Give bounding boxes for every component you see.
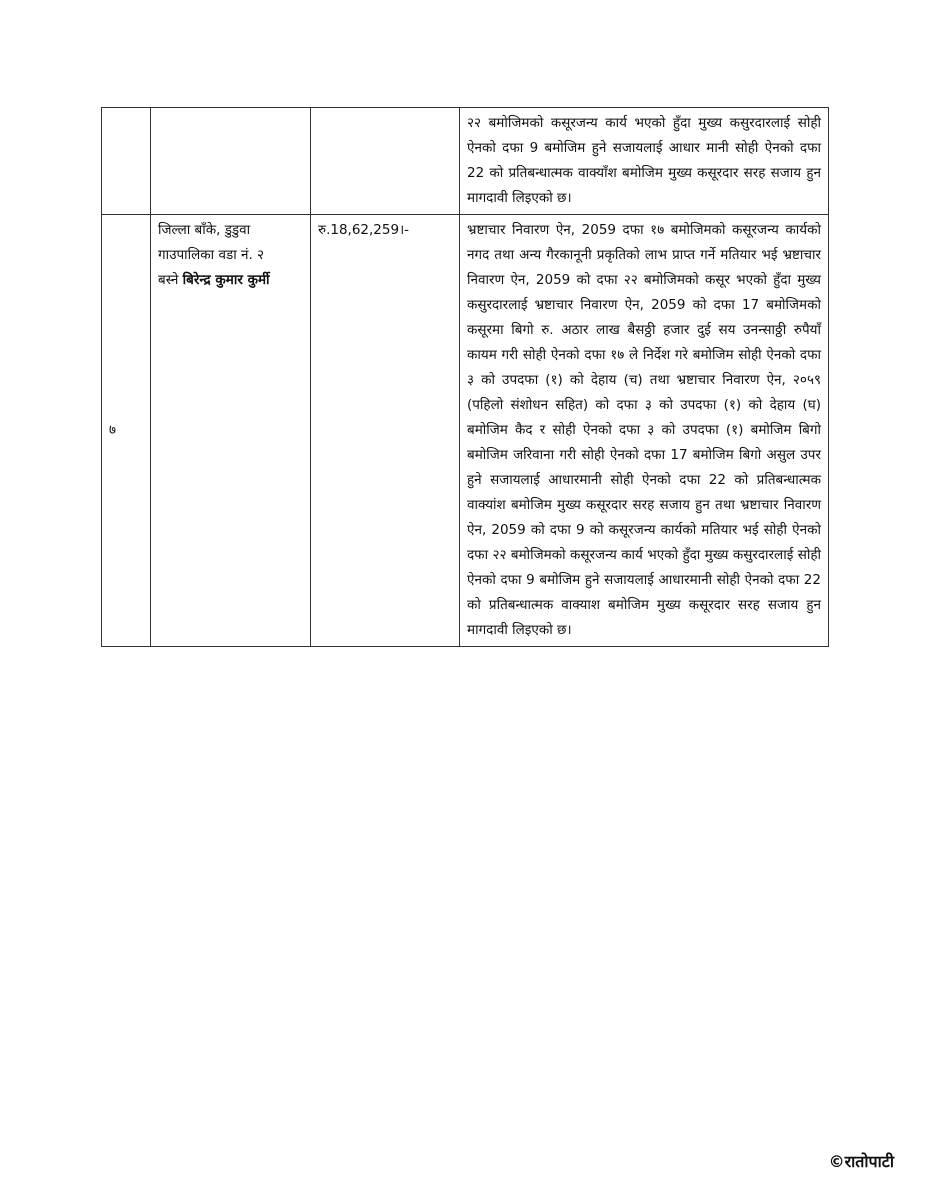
table-row: [102, 215, 829, 647]
serial-number-cell: [102, 108, 151, 215]
serial-number-cell: ७: [102, 215, 151, 647]
defendant-name-prefix: बस्ने: [158, 272, 183, 288]
case-table: [101, 107, 829, 647]
source-watermark: ©रातोपाटी: [828, 1152, 894, 1171]
defendant-name: बिरेन्द्र कुमार कुर्मी: [182, 272, 270, 288]
defendant-address-line-1: जिल्ला बाँके, डुडुवा: [158, 222, 251, 238]
defendant-cell: [151, 108, 311, 215]
description-cell: भ्रष्टाचार निवारण ऐन, 2059 दफा १७ बमोजिमको कसूरजन्य कार्यको नगद तथा अन्य गैरकानूनी प्रकृतिको लाभ प्राप्त गर्ने मतियार भई भ्रष्टाचार निवारण ऐन, 2059 को दफा २२ बमोजिमको कसूर भएको हुँदा मुख्य कसुरदारलाई भ्रष्टाचार निवारण ऐन, 2059 को दफा 17 बमोजिमको कसूरमा बिगो रु. अठार लाख बैसठ्ठी हजार दुई सय उनन्साठ्ठी रुपैयाँ कायम गरी सोही ऐनको दफा १७ ले निर्देश गरे बमोजिम सोही ऐनको दफा ३ को उपदफा (१) को देहाय (च) तथा भ्रष्टाचार निवारण ऐन, २०५९ (पहिलो संशोधन सहित) को दफा ३ को उपदफा (१) को देहाय (घ) बमोजिम कैद र सोही ऐनको दफा ३ को उपदफा (१) बमोजिम बिगो बमोजिम जरिवाना गरी सोही ऐनको दफा 17 बमोजिम बिगो असुल उपर हुने सजायलाई आधारमानी सोही ऐनको दफा 22 को प्रतिबन्धात्मक वाक्यांश बमोजिम मुख्य कसूरदार सरह सजाय हुन तथा भ्रष्टाचार निवारण ऐन, 2059 को दफा 9 को कसूरजन्य कार्यको मतियार भई सोही ऐनको दफा २२ बमोजिमको कसूरजन्य कार्य भएको हुँदा मुख्य कसुरदारलाई सोही ऐनको दफा 9 बमोजिम हुने सजायलाई आधारमानी सोही ऐनको दफा 22 को प्रतिबन्धात्मक वाक्याश बमोजिम मुख्य कसूरदार सरह सजाय हुन मागदावी लिइएको छ।: [460, 215, 829, 647]
table-row: [102, 108, 829, 215]
defendant-cell: [151, 215, 311, 647]
amount-cell: [311, 108, 460, 215]
defendant-name-line: [158, 268, 303, 293]
amount-cell: रु.18,62,259।-: [311, 215, 460, 647]
defendant-address-line-2: गाउपालिका वडा नं. २: [158, 247, 265, 263]
description-cell: २२ बमोजिमको कसूरजन्य कार्य भएको हुँदा मुख्य कसुरदारलाई सोही ऐनको दफा 9 बमोजिम हुने सजायलाई आधार मानी सोही ऐनको दफा 22 को प्रतिबन्धात्मक वाक्याँश बमोजिम मुख्य कसूरदार सरह सजाय हुन मागदावी लिइएको छ।: [460, 108, 829, 215]
